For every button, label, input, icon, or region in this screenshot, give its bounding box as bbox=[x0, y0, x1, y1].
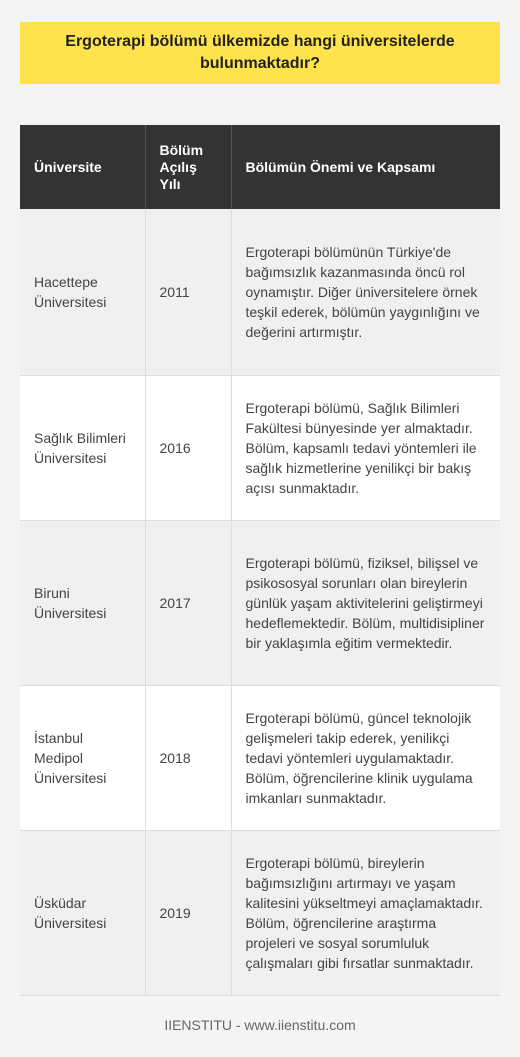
table-body bbox=[20, 209, 500, 995]
table-header bbox=[20, 125, 500, 209]
table-row bbox=[20, 830, 500, 995]
university-cell: Hacettepe Üniversitesi bbox=[20, 209, 145, 375]
year-cell: 2011 bbox=[145, 209, 231, 375]
university-cell: Sağlık Bilimleri Üniversitesi bbox=[20, 375, 145, 520]
description-cell: Ergoterapi bölümü, bireylerin bağımsızlığını artırmayı ve yaşam kalitesini yükseltmeyi amaçlamaktadır. Bölüm, öğrencilerine araştırma projeleri ve sosyal sorumluluk çalışmaları gibi fırsatlar sunmaktadır. bbox=[231, 830, 500, 995]
column-header-description: Bölümün Önemi ve Kapsamı bbox=[231, 125, 500, 209]
year-cell: 2019 bbox=[145, 830, 231, 995]
page-title: Ergoterapi bölümü ülkemizde hangi üniversitelerde bulunmaktadır? bbox=[20, 22, 500, 84]
description-cell: Ergoterapi bölümü, güncel teknolojik gelişmeleri takip ederek, yenilikçi tedavi yöntemleri uygulamaktadır. Bölüm, öğrencilerine klinik uygulama imkanları sunmaktadır. bbox=[231, 685, 500, 830]
table-header-row bbox=[20, 125, 500, 209]
description-cell: Ergoterapi bölümü, fiziksel, bilişsel ve psikososyal sorunları olan bireylerin günlük yaşam aktivitelerini geliştirmeyi hedeflemektedir. Bölüm, multidisipliner bir yaklaşımla eğitim vermektedir. bbox=[231, 520, 500, 685]
footer-credit: IIENSTITU - www.iienstitu.com bbox=[164, 1017, 356, 1033]
table-row bbox=[20, 685, 500, 830]
table-row bbox=[20, 520, 500, 685]
university-cell: Biruni Üniversitesi bbox=[20, 520, 145, 685]
year-cell: 2018 bbox=[145, 685, 231, 830]
table-row bbox=[20, 209, 500, 375]
year-cell: 2016 bbox=[145, 375, 231, 520]
universities-table bbox=[20, 125, 500, 996]
university-cell: İstanbul Medipol Üniversitesi bbox=[20, 685, 145, 830]
university-cell: Üsküdar Üniversitesi bbox=[20, 830, 145, 995]
description-cell: Ergoterapi bölümü, Sağlık Bilimleri Fakültesi bünyesinde yer almaktadır. Bölüm, kapsamlı tedavi yöntemleri ile sağlık hizmetlerine yenilikçi bir bakış açısı sunmaktadır. bbox=[231, 375, 500, 520]
table-row bbox=[20, 375, 500, 520]
description-cell: Ergoterapi bölümünün Türkiye'de bağımsızlık kazanmasında öncü rol oynamıştır. Diğer üniversitelere örnek teşkil ederek, bölümün yaygınlığını ve değerini artırmıştır. bbox=[231, 209, 500, 375]
column-header-year: Bölüm Açılış Yılı bbox=[145, 125, 231, 209]
year-cell: 2017 bbox=[145, 520, 231, 685]
column-header-university: Üniversite bbox=[20, 125, 145, 209]
